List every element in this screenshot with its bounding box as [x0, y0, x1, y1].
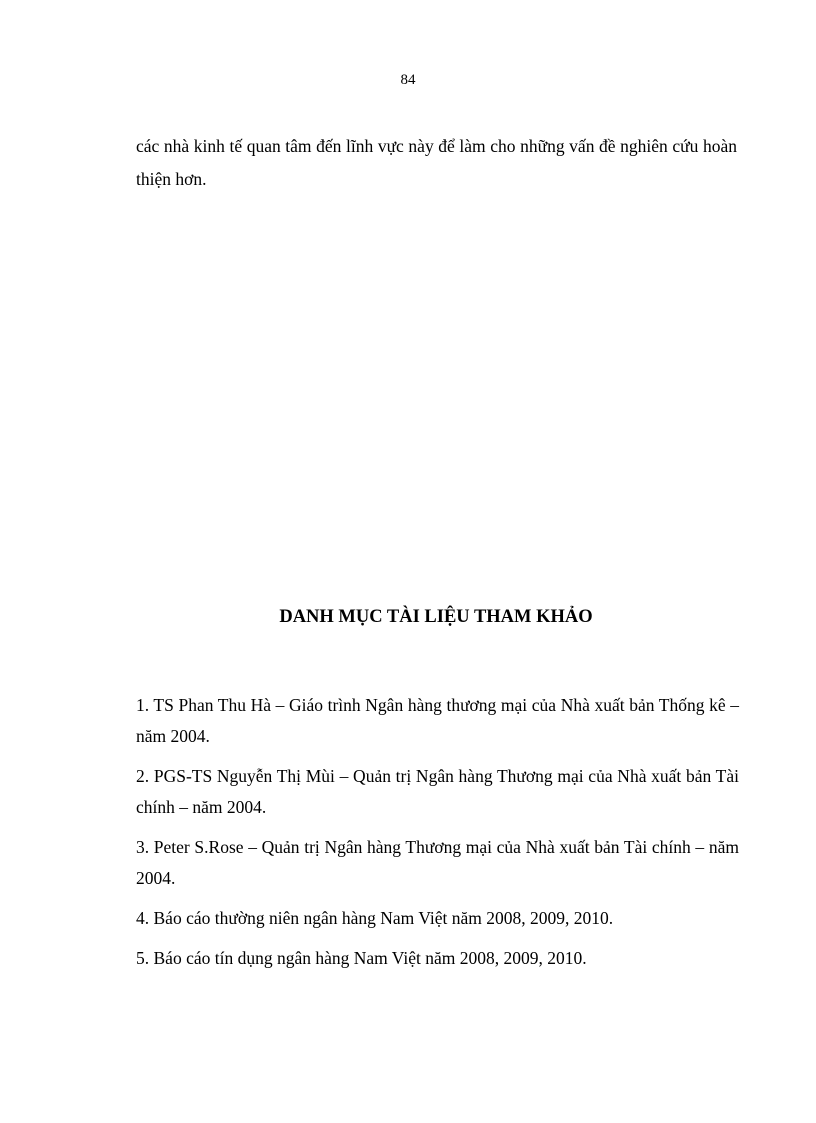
intro-paragraph: các nhà kinh tế quan tâm đến lĩnh vực này để làm cho những vấn đề nghiên cứu hoàn thiện hơn. — [136, 136, 737, 189]
references-heading: DANH MỤC TÀI LIỆU THAM KHẢO — [279, 607, 593, 627]
page-number: 84 — [400, 72, 416, 88]
reference-item: 2. PGS-TS Nguyễn Thị Mùi – Quản trị Ngân hàng Thương mại của Nhà xuất bản Tài chính – năm 2004. — [136, 766, 739, 817]
reference-item: 3. Peter S.Rose – Quản trị Ngân hàng Thương mại của Nhà xuất bản Tài chính – năm 2004. — [136, 837, 739, 888]
reference-item: 5. Báo cáo tín dụng ngân hàng Nam Việt năm 2008, 2009, 2010. — [136, 948, 587, 968]
reference-item: 1. TS Phan Thu Hà – Giáo trình Ngân hàng thương mại của Nhà xuất bản Thống kê – năm 2004. — [136, 695, 739, 746]
reference-item: 4. Báo cáo thường niên ngân hàng Nam Việt năm 2008, 2009, 2010. — [136, 908, 614, 928]
references-list — [136, 690, 739, 983]
